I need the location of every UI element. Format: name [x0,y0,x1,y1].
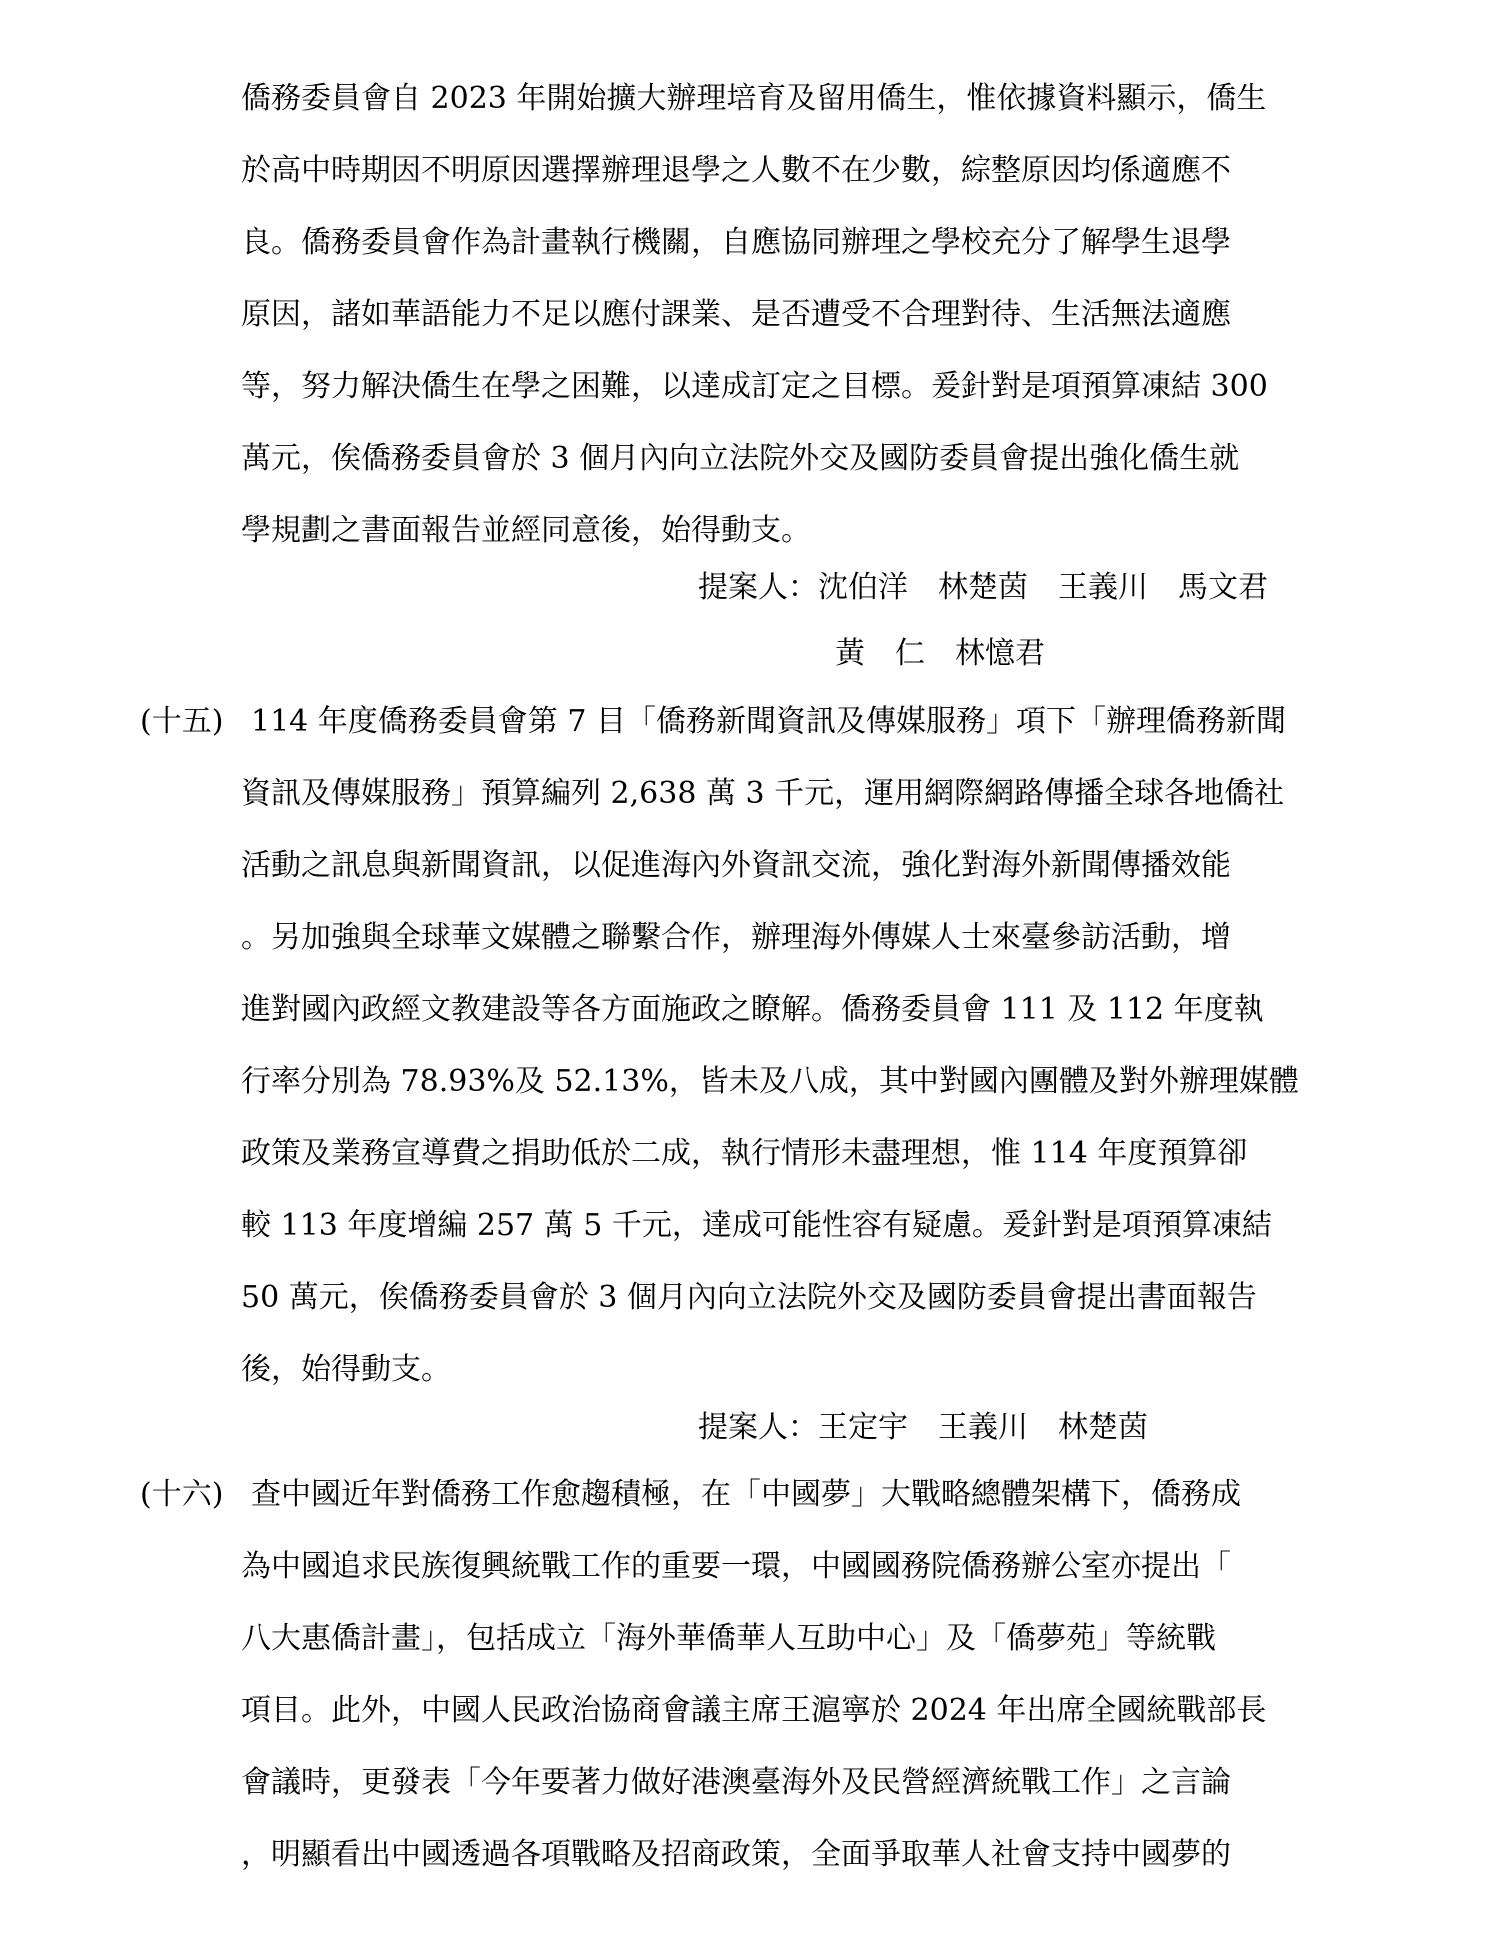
proposer-signature: 提案人：王定宇 王義川 林楚茵 [698,1410,1148,1445]
paragraph-line: 行率分別為 78.93%及 52.13%，皆未及八成，其中對國內團體及對外辦理媒體 [241,1064,1299,1099]
paragraph-line: 萬元，俟僑務委員會於 3 個月內向立法院外交及國防委員會提出強化僑生就 [241,441,1240,476]
proposer-signature-continued: 黃 仁 林憶君 [835,636,1045,671]
paragraph-line: 學規劃之書面報告並經同意後，始得動支。 [241,513,811,548]
paragraph-line: 僑務委員會自 2023 年開始擴大辦理培育及留用僑生，惟依據資料顯示，僑生 [241,81,1267,116]
paragraph-line: 為中國追求民族復興統戰工作的重要一環，中國國務院僑務辦公室亦提出「 [241,1549,1231,1584]
paragraph-line: 政策及業務宣導費之捐助低於二成，執行情形未盡理想，惟 114 年度預算卻 [241,1136,1248,1171]
paragraph-line: 於高中時期因不明原因選擇辦理退學之人數不在少數，綜整原因均係適應不 [241,153,1231,188]
paragraph-line: 較 113 年度增編 257 萬 5 千元，達成可能性容有疑慮。爰針對是項預算凍結 [241,1208,1272,1243]
item-16-first-line: 查中國近年對僑務工作愈趨積極，在「中國夢」大戰略總體架構下，僑務成 [251,1477,1241,1512]
paragraph-line: 八大惠僑計畫」，包括成立「海外華僑華人互助中心」及「僑夢苑」等統戰 [241,1621,1216,1656]
paragraph-line: 活動之訊息與新聞資訊，以促進海內外資訊交流，強化對海外新聞傳播效能 [241,848,1231,883]
paragraph-line: 項目。此外，中國人民政治協商會議主席王滬寧於 2024 年出席全國統戰部長 [241,1693,1267,1728]
item-15-first-line: 114 年度僑務委員會第 7 目「僑務新聞資訊及傳媒服務」項下「辦理僑務新聞 [251,704,1286,739]
paragraph-line: 良。僑務委員會作為計畫執行機關，自應協同辦理之學校充分了解學生退學 [241,225,1231,260]
paragraph-line: 會議時，更發表「今年要著力做好港澳臺海外及民營經濟統戰工作」之言論 [241,1765,1231,1800]
proposer-signature: 提案人：沈伯洋 林楚茵 王義川 馬文君 [698,570,1268,605]
item-number-15: (十五) [140,704,224,739]
paragraph-line: 。另加強與全球華文媒體之聯繫合作，辦理海外傳媒人士來臺參訪活動，增 [241,920,1231,955]
paragraph-line: 50 萬元，俟僑務委員會於 3 個月內向立法院外交及國防委員會提出書面報告 [241,1280,1257,1315]
paragraph-line: 進對國內政經文教建設等各方面施政之瞭解。僑務委員會 111 及 112 年度執 [241,992,1264,1027]
paragraph-line: 資訊及傳媒服務」預算編列 2,638 萬 3 千元，運用網際網路傳播全球各地僑社 [241,776,1285,811]
item-number-16: (十六) [140,1477,224,1512]
paragraph-line: 後，始得動支。 [241,1352,451,1387]
paragraph-line: 等，努力解決僑生在學之困難，以達成訂定之目標。爰針對是項預算凍結 300 [241,369,1268,404]
paragraph-line: 原因，諸如華語能力不足以應付課業、是否遭受不合理對待、生活無法適應 [241,297,1231,332]
paragraph-line: ，明顯看出中國透過各項戰略及招商政策，全面爭取華人社會支持中國夢的 [241,1837,1231,1872]
